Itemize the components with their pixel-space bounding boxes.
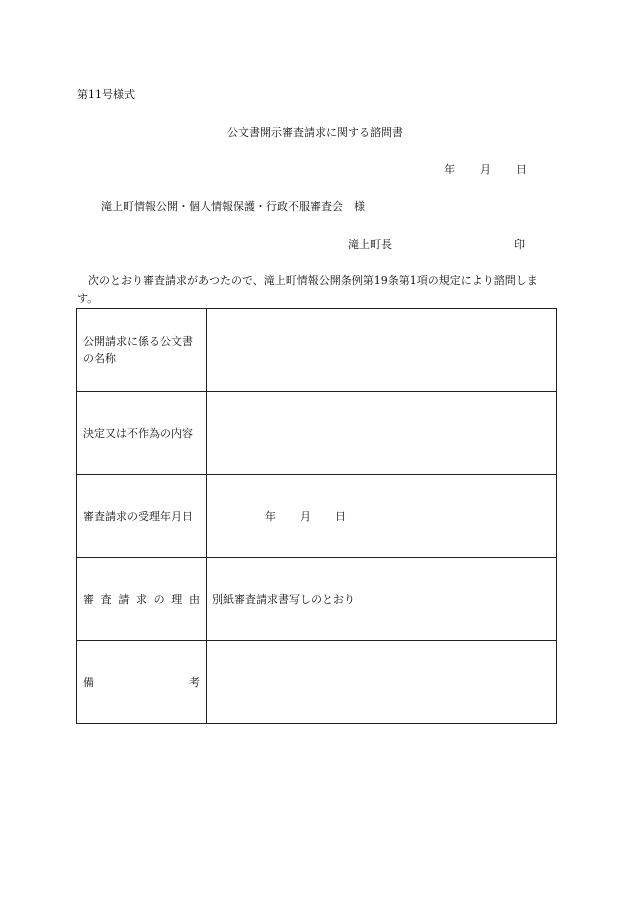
receipt-month: 月 <box>300 509 311 523</box>
sender-name: 滝上町長 <box>348 238 392 251</box>
label-receipt-date: 審査請求の受理年月日 <box>77 475 207 558</box>
field-decision-content[interactable] <box>207 392 557 475</box>
table-row <box>77 392 557 475</box>
label-reason-char: 理 <box>171 592 183 606</box>
label-reason-char: の <box>153 592 165 606</box>
date-month: 月 <box>480 163 491 176</box>
label-reason-char: 由 <box>188 592 200 606</box>
table-row <box>77 309 557 392</box>
field-remarks[interactable] <box>207 641 557 724</box>
label-reason-char: 査 <box>100 592 112 606</box>
date-line <box>444 161 527 177</box>
label-remarks <box>77 641 207 724</box>
label-reason-char: 請 <box>118 592 130 606</box>
table-row <box>77 558 557 641</box>
field-document-name[interactable] <box>207 309 557 392</box>
label-reason <box>77 558 207 641</box>
seal-mark: 印 <box>514 238 525 251</box>
label-remarks-char: 備 <box>83 675 94 689</box>
table-row <box>77 641 557 724</box>
date-year: 年 <box>444 163 455 176</box>
document-title: 公文書開示審査請求に関する諮問書 <box>227 126 403 139</box>
label-remarks-char: 考 <box>189 675 200 689</box>
field-reason[interactable]: 別紙審査請求書写しのとおり <box>207 558 557 641</box>
field-receipt-date[interactable] <box>207 475 557 558</box>
receipt-year: 年 <box>265 509 276 523</box>
form-number: 第11号様式 <box>77 88 135 101</box>
intro-paragraph: 次のとおり審査請求があつたので、滝上町情報公開条例第19条第1項の規定により諮問します。 <box>77 274 538 305</box>
receipt-day: 日 <box>335 509 346 523</box>
label-reason-char: 審 <box>83 592 94 606</box>
date-day: 日 <box>516 163 527 176</box>
form-table <box>76 308 557 724</box>
label-document-name: 公開請求に係る公文書の名称 <box>77 309 207 392</box>
label-reason-char: 求 <box>135 592 147 606</box>
addressee: 滝上町情報公開・個人情報保護・行政不服審査会 様 <box>101 200 365 213</box>
label-decision-content: 決定又は不作為の内容 <box>77 392 207 475</box>
table-row <box>77 475 557 558</box>
